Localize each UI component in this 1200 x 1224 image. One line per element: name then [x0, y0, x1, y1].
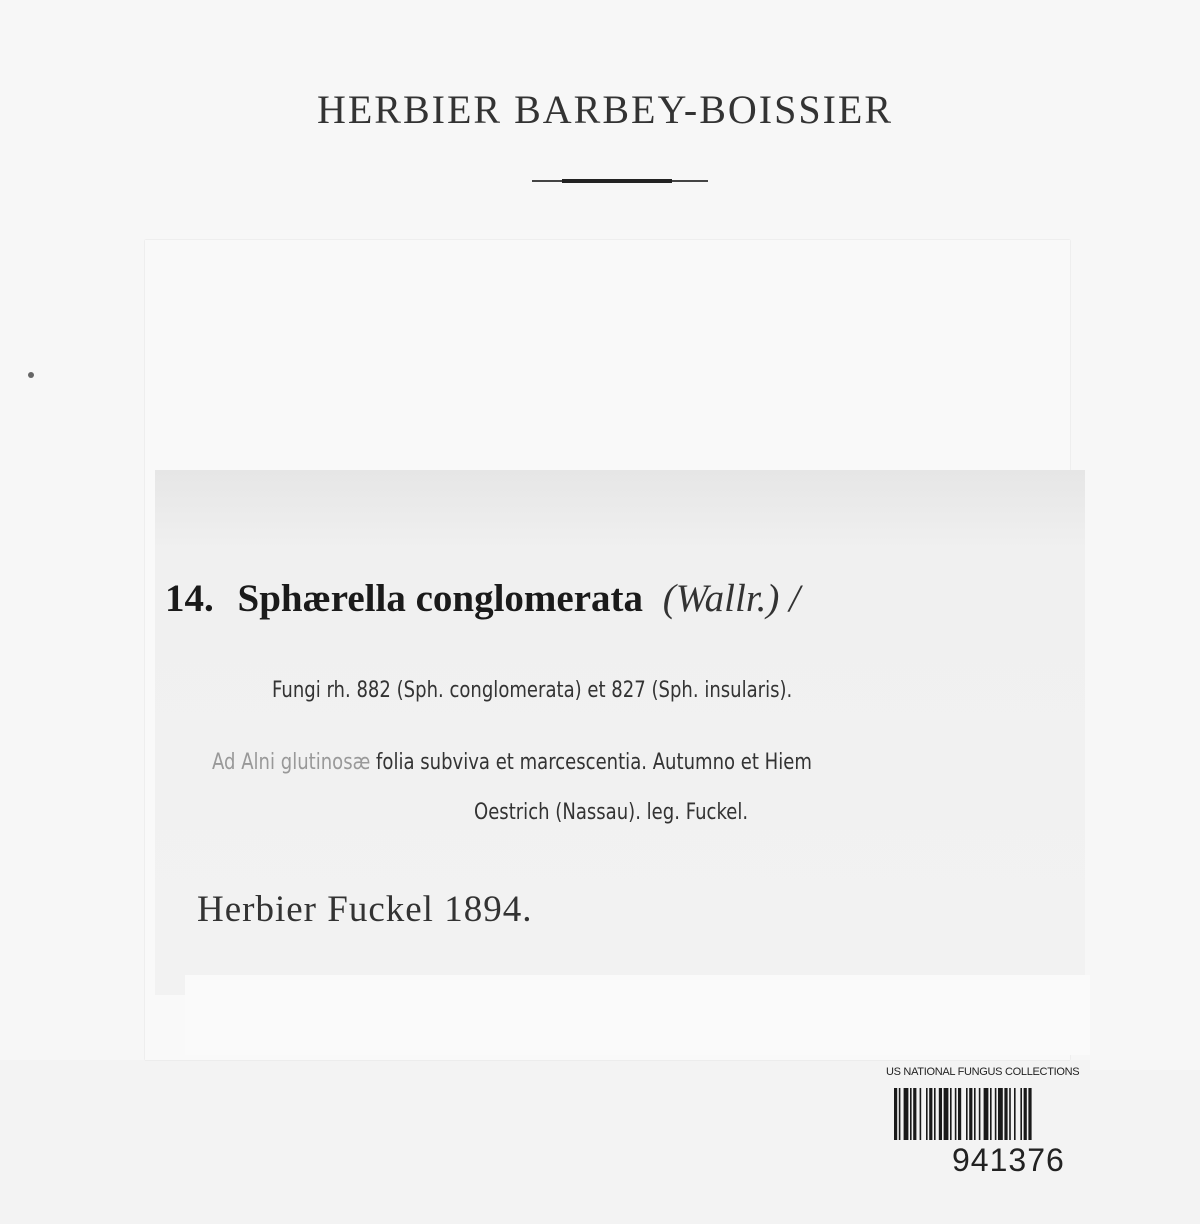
- barcode-icon: [894, 1088, 1120, 1140]
- species-heading: [165, 576, 800, 621]
- sheet-mark: [28, 372, 34, 378]
- habitat-line: [212, 750, 812, 775]
- ornamental-rule: [532, 178, 708, 184]
- species-author: (Wallr.) /: [662, 577, 801, 620]
- barcode-label: [886, 1066, 1136, 1181]
- barcode-number: 941376: [952, 1142, 1065, 1178]
- reference-line: Fungi rh. 882 (Sph. conglomerata) et 827 (Sph. insularis).: [272, 678, 793, 703]
- locality-line: Oestrich (Nassau). leg. Fuckel.: [474, 800, 749, 825]
- collection-line: Herbier Fuckel 1894.: [197, 889, 533, 930]
- habitat-faint-text: Ad Alni glutinosæ: [212, 750, 371, 775]
- right-margin: [1090, 470, 1200, 1070]
- herbarium-title: HERBIER BARBEY-BOISSIER: [316, 87, 894, 132]
- barcode-institution: US NATIONAL FUNGUS COLLECTIONS: [886, 1066, 1080, 1078]
- species-name: Sphærella conglomerata: [237, 577, 644, 620]
- label-bottom-strip: [185, 975, 1091, 1055]
- habitat-text: folia subviva et marcescentia. Autumno et Hiem: [376, 750, 812, 775]
- exsiccata-number: 14.: [165, 577, 214, 620]
